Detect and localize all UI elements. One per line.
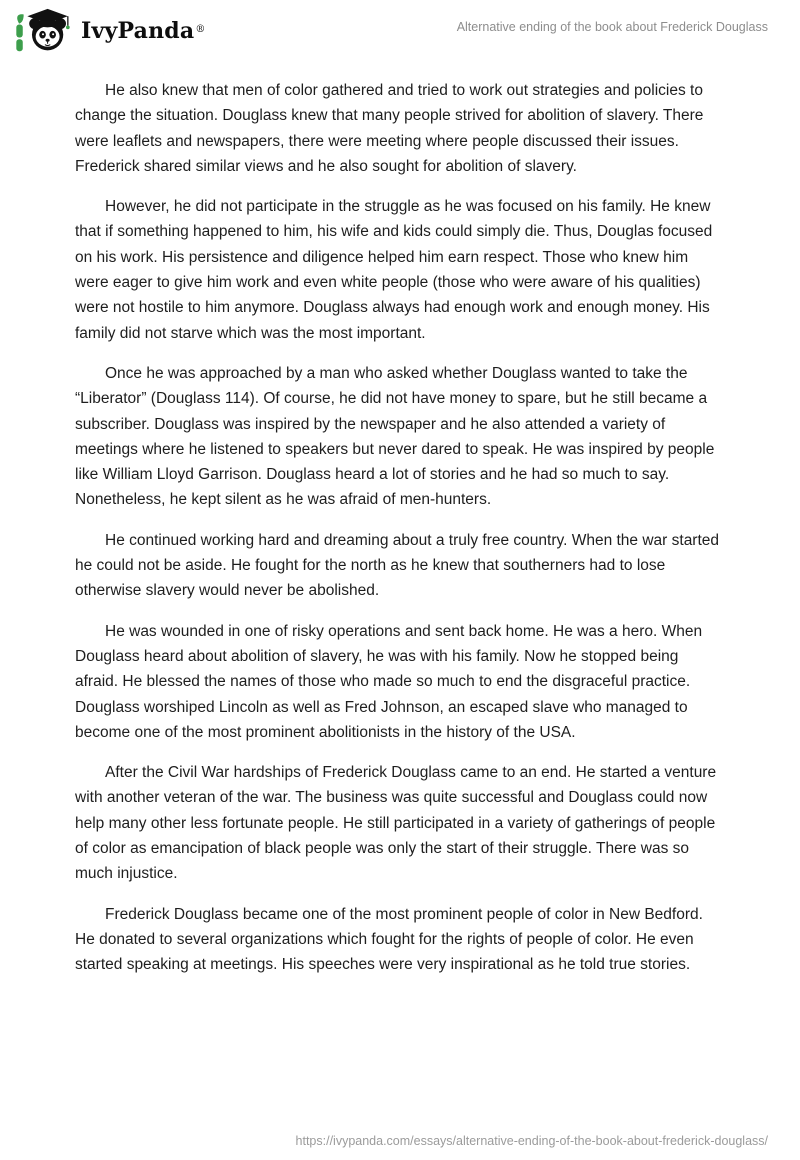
essay-paragraph: He continued working hard and dreaming about a truly free country. When the war started he could not be aside. He fought for the north as he knew that southerners had to lose otherwise slavery would never be abolished. xyxy=(75,531,720,600)
panda-graduate-icon xyxy=(14,8,72,54)
essay-paragraph: However, he did not participate in the struggle as he was focused on his family. He knew that if something happened to him, his wife and kids could simply die. Thus, Douglas focused on his work. His persistence and diligence helped him earn respect. Those who knew him were eager to give him work and even white people (those who were aware of his qualities) were not hostile to him anymore. Douglass always had enough work and enough money. His family did not starve which was the most important. xyxy=(75,198,713,342)
ivypanda-logo xyxy=(14,8,205,54)
source-url: https://ivypanda.com/essays/alternative-ending-of-the-book-about-frederick-douglass/ xyxy=(295,1134,768,1148)
essay-paragraph: Once he was approached by a man who asked whether Douglass wanted to take the “Liberator” (Douglass 114). Of course, he did not have money to spare, but he still became a subscriber. Douglass was inspired by the newspaper and he also attended a variety of meetings where he listened to speakers but never dared to speak. He was inspired by people like William Lloyd Garrison. Douglass heard a lot of stories and he had so much to say. Nonetheless, he kept silent as he was afraid of men-hunters. xyxy=(75,364,715,509)
header xyxy=(0,0,800,58)
essay-paragraph: He was wounded in one of risky operations and sent back home. He was a hero. When Douglass heard about abolition of slavery, he was with his family. Now he stopped being afraid. He blessed the names of those who made so much to end the disgraceful practice. Douglass worshiped Lincoln as well as Fred Johnson, an escaped slave who managed to become one of the most prominent abolitionists in the history of the USA. xyxy=(75,622,703,741)
essay-body xyxy=(0,58,800,978)
footer xyxy=(296,1134,768,1148)
registered-mark: ® xyxy=(195,23,206,35)
essay-paragraph: After the Civil War hardships of Frederick Douglass came to an end. He started a venture with another veteran of the war. The business was quite successful and Douglass could now help many other less fortunate people. He still participated in a variety of gatherings of people of color as emancipation of black people was only the start of their struggle. There was so much injustice. xyxy=(75,764,717,883)
brand-name xyxy=(81,8,205,54)
essay-paragraph: He also knew that men of color gathered and tried to work out strategies and policies to change the situation. Douglass knew that many people strived for abolition of slavery. There were leaflets and newspapers, there were meeting where people discussed their issues. Frederick shared similar views and he also sought for abolition of slavery. xyxy=(75,82,704,175)
essay-paragraph: Frederick Douglass became one of the most prominent people of color in New Bedford. He donated to several organizations which fought for the rights of people of color. He even started speaking at meetings. His speeches were very inspirational as he told true stories. xyxy=(75,905,703,974)
brand-name-text: IvyPanda xyxy=(81,18,195,44)
document-title: Alternative ending of the book about Frederick Douglass xyxy=(456,20,768,34)
